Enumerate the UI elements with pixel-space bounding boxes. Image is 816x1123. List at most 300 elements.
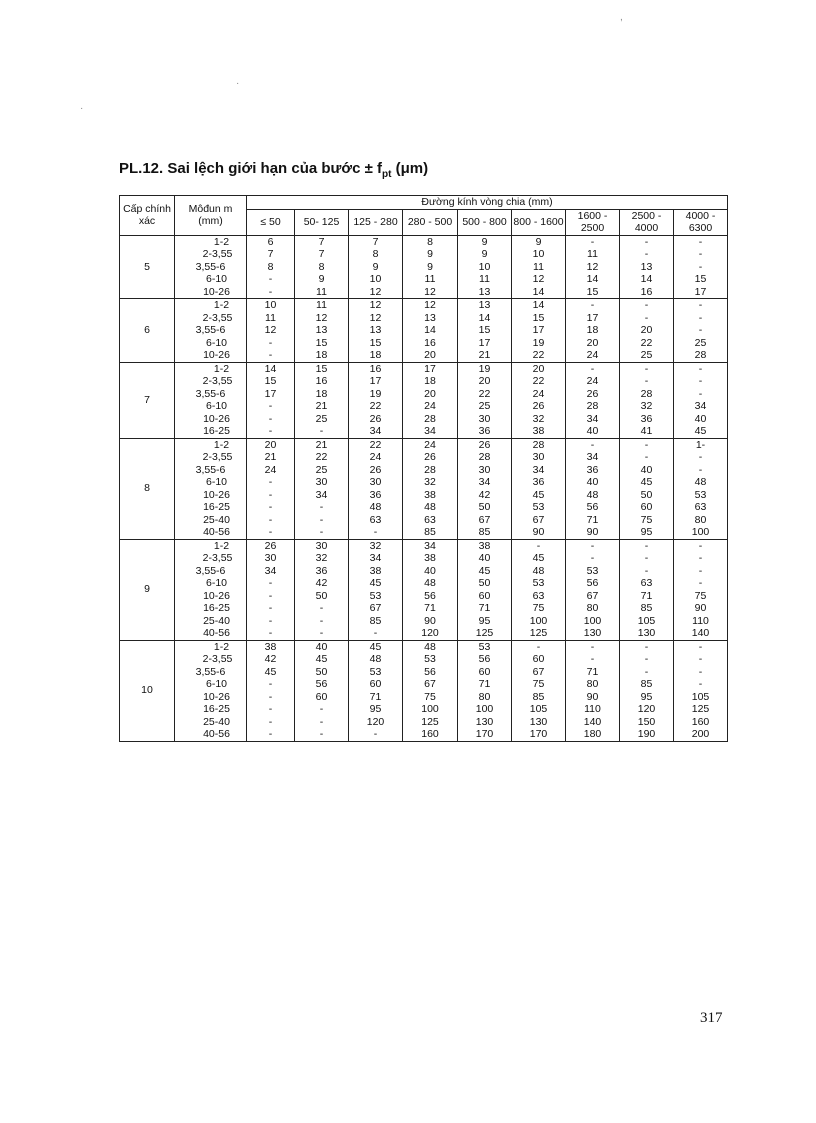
cell-value: 130	[637, 627, 656, 639]
module-value: 2-3,55	[202, 248, 233, 260]
cell-value: 53	[532, 501, 545, 513]
cell-value: -	[268, 728, 273, 740]
module-value: 25-40	[203, 715, 230, 728]
cell-value: 71	[586, 665, 599, 678]
cell-value: 42	[478, 488, 491, 501]
grade-cell: 5	[120, 235, 175, 299]
cell-value: -	[268, 285, 273, 298]
cell-value: 18	[424, 375, 436, 387]
value-cell	[349, 438, 403, 539]
cell-value: 28	[532, 438, 545, 451]
cell-value: 24	[586, 349, 599, 361]
cell-value: 40	[478, 552, 491, 564]
module-value: 10-26	[203, 589, 230, 602]
cell-value: -	[644, 564, 649, 577]
cell-value: 9	[481, 235, 488, 248]
cell-value: -	[698, 463, 703, 476]
cell-value: 13	[315, 324, 328, 336]
cell-value: 100	[421, 703, 439, 715]
table-row	[120, 539, 728, 640]
module-value: 16-25	[203, 425, 230, 437]
cell-value: 75	[640, 513, 653, 526]
cell-value: 12	[369, 311, 382, 324]
cell-value: 130	[475, 715, 494, 728]
value-cell	[458, 539, 512, 640]
cell-value: 42	[264, 653, 277, 665]
cell-value: -	[319, 602, 324, 614]
value-cell	[566, 235, 620, 299]
cell-value: 19	[532, 336, 545, 349]
cell-value: 38	[532, 425, 545, 437]
cell-value: 12	[369, 299, 382, 311]
cell-value: 71	[640, 589, 653, 602]
cell-value: 26	[369, 412, 382, 425]
cell-value: 22	[532, 375, 545, 387]
cell-value: 20	[586, 336, 599, 349]
cell-value: 110	[692, 614, 709, 627]
cell-value: 12	[532, 273, 545, 285]
cell-value: 45	[369, 577, 382, 589]
cell-value: 9	[481, 248, 488, 260]
cell-value: 14	[264, 362, 277, 375]
cell-value: 190	[637, 728, 656, 740]
cell-value: 71	[369, 690, 382, 703]
value-cell	[620, 362, 674, 438]
cell-value: 34	[369, 425, 382, 437]
cell-value: -	[590, 362, 595, 375]
value-cell	[295, 235, 349, 299]
cell-value: 10	[369, 273, 382, 285]
cell-value: -	[698, 577, 703, 589]
cell-value: -	[268, 627, 273, 639]
cell-value: -	[373, 526, 378, 538]
table-row	[120, 640, 728, 741]
cell-value: 90	[586, 526, 599, 538]
module-value: 10-26	[203, 285, 230, 298]
cell-value: 160	[691, 715, 710, 728]
cell-value: 48	[424, 577, 436, 589]
module-value: 25-40	[203, 614, 230, 627]
cell-value: 25	[640, 349, 653, 361]
cell-value: 17	[694, 285, 707, 298]
value-cell	[566, 438, 620, 539]
cell-value: 80	[586, 678, 599, 690]
module-cell	[175, 640, 247, 741]
cell-value: 90	[532, 526, 545, 538]
cell-value: 7	[267, 248, 274, 260]
cell-value: -	[268, 488, 273, 501]
cell-value: 17	[586, 311, 599, 324]
cell-value: 15	[532, 311, 545, 324]
grade-cell: 7	[120, 362, 175, 438]
value-cell	[458, 362, 512, 438]
cell-value: 26	[424, 451, 436, 463]
value-cell	[458, 640, 512, 741]
cell-value: 63	[532, 589, 545, 602]
cell-value: 12	[315, 311, 328, 324]
cell-value: -	[698, 564, 703, 577]
page-number: 317	[700, 1010, 723, 1026]
cell-value: 10	[264, 299, 277, 311]
cell-value: 36	[640, 412, 653, 425]
grade-cell: 6	[120, 299, 175, 363]
scan-mark: ,	[620, 12, 623, 23]
cell-value: 15	[586, 285, 599, 298]
cell-value: -	[268, 678, 273, 690]
cell-value: 38	[424, 552, 436, 564]
cell-value: 25	[694, 336, 707, 349]
cell-value: 95	[640, 526, 653, 538]
cell-value: 32	[369, 539, 382, 552]
cell-value: 105	[529, 703, 548, 715]
cell-value: -	[644, 451, 649, 463]
cell-value: 17	[532, 324, 545, 336]
header-range: 2500 - 4000	[620, 209, 674, 235]
grade-cell: 8	[120, 438, 175, 539]
header-range: ≤ 50	[247, 209, 295, 235]
cell-value: 11	[424, 273, 436, 285]
cell-value: 30	[478, 463, 491, 476]
module-value: 6-10	[205, 273, 227, 285]
module-value: 6-10	[205, 577, 227, 589]
value-cell	[566, 640, 620, 741]
cell-value: -	[644, 311, 649, 324]
cell-value: 12	[264, 324, 277, 336]
cell-value: 13	[369, 324, 382, 336]
cell-value: 48	[694, 476, 707, 488]
table-row	[120, 235, 728, 299]
value-cell	[403, 235, 458, 299]
cell-value: 71	[424, 602, 436, 614]
cell-value: 26	[532, 400, 545, 412]
value-cell	[620, 235, 674, 299]
cell-value: 53	[424, 653, 436, 665]
module-value: 3,55-6	[195, 260, 226, 273]
cell-value: 40	[640, 463, 653, 476]
cell-value: 75	[532, 678, 545, 690]
cell-value: 80	[586, 602, 599, 614]
cell-value: 80	[478, 690, 491, 703]
cell-value: 90	[424, 614, 436, 627]
value-cell	[674, 299, 728, 363]
cell-value: 45	[369, 640, 382, 653]
cell-value: 56	[315, 678, 328, 690]
cell-value: -	[590, 438, 595, 451]
cell-value: 45	[264, 665, 277, 678]
cell-value: 53	[369, 589, 382, 602]
cell-value: -	[698, 311, 703, 324]
module-value: 2-3,55	[202, 375, 233, 387]
module-value: 6-10	[205, 336, 227, 349]
cell-value: 170	[529, 728, 548, 740]
cell-value: -	[319, 425, 324, 437]
cell-value: 85	[640, 678, 653, 690]
cell-value: 28	[424, 463, 436, 476]
module-cell	[175, 299, 247, 363]
value-cell	[512, 299, 566, 363]
cell-value: -	[698, 375, 703, 387]
value-cell	[674, 235, 728, 299]
cell-value: 32	[424, 476, 436, 488]
value-cell	[512, 438, 566, 539]
cell-value: 14	[424, 324, 436, 336]
cell-value: 130	[583, 627, 602, 639]
cell-value: 11	[265, 311, 276, 324]
value-cell	[247, 438, 295, 539]
cell-value: 45	[532, 488, 545, 501]
cell-value: 75	[694, 589, 707, 602]
cell-value: -	[268, 476, 273, 488]
cell-value: 85	[369, 614, 382, 627]
cell-value: -	[590, 653, 595, 665]
module-value: 2-3,55	[202, 653, 233, 665]
value-cell	[620, 299, 674, 363]
cell-value: 18	[586, 324, 599, 336]
cell-value: -	[698, 324, 703, 336]
cell-value: 19	[478, 362, 491, 375]
module-value: 25-40	[203, 513, 230, 526]
module-value: 16-25	[203, 501, 230, 513]
cell-value: -	[644, 375, 649, 387]
cell-value: 30	[264, 552, 277, 564]
cell-value: 8	[372, 248, 379, 260]
cell-value: 26	[586, 387, 599, 400]
value-cell	[403, 640, 458, 741]
cell-value: 34	[264, 564, 277, 577]
module-value: 16-25	[203, 602, 230, 614]
cell-value: 7	[372, 235, 379, 248]
value-cell	[295, 438, 349, 539]
cell-value: 34	[315, 488, 328, 501]
cell-value: 56	[424, 589, 436, 602]
cell-value: -	[698, 451, 703, 463]
cell-value: 34	[586, 412, 599, 425]
value-cell	[620, 438, 674, 539]
cell-value: 60	[640, 501, 653, 513]
cell-value: 36	[315, 564, 328, 577]
cell-value: 20	[532, 362, 545, 375]
module-value: 40-56	[203, 728, 230, 740]
cell-value: 40	[586, 425, 599, 437]
cell-value: -	[590, 235, 595, 248]
cell-value: 53	[586, 564, 599, 577]
cell-value: 67	[369, 602, 382, 614]
cell-value: -	[268, 425, 273, 437]
cell-value: 11	[316, 285, 327, 298]
cell-value: 24	[424, 438, 436, 451]
value-cell	[295, 299, 349, 363]
cell-value: 22	[532, 349, 545, 361]
cell-value: 9	[318, 273, 325, 285]
cell-value: 9	[427, 260, 433, 273]
value-cell	[295, 362, 349, 438]
cell-value: 95	[369, 703, 382, 715]
cell-value: -	[698, 387, 703, 400]
value-cell	[295, 539, 349, 640]
module-value: 1-2	[213, 640, 230, 653]
cell-value: 18	[315, 387, 328, 400]
cell-value: 160	[421, 728, 439, 740]
cell-value: 60	[315, 690, 328, 703]
cell-value: 50	[640, 488, 653, 501]
cell-value: 56	[586, 501, 599, 513]
value-cell	[247, 362, 295, 438]
cell-value: 200	[691, 728, 710, 740]
tolerance-table	[119, 195, 728, 742]
cell-value: 30	[369, 476, 382, 488]
cell-value: 36	[369, 488, 382, 501]
cell-value: 20	[264, 438, 277, 451]
table-row	[120, 299, 728, 363]
cell-value: 14	[532, 285, 545, 298]
module-cell	[175, 362, 247, 438]
cell-value: 17	[478, 336, 491, 349]
cell-value: -	[698, 552, 703, 564]
cell-value: 25	[315, 463, 328, 476]
cell-value: -	[644, 438, 649, 451]
module-value: 3,55-6	[195, 324, 226, 336]
cell-value: -	[268, 412, 273, 425]
table-row	[120, 438, 728, 539]
value-cell	[403, 539, 458, 640]
cell-value: 56	[424, 665, 436, 678]
cell-value: -	[698, 260, 703, 273]
cell-value: 24	[369, 451, 382, 463]
cell-value: 8	[267, 260, 274, 273]
cell-value: 50	[315, 589, 328, 602]
cell-value: -	[319, 513, 324, 526]
cell-value: 45	[640, 476, 653, 488]
cell-value: 38	[478, 539, 491, 552]
cell-value: 90	[694, 602, 707, 614]
value-cell	[566, 362, 620, 438]
cell-value: 18	[369, 349, 382, 361]
value-cell	[247, 235, 295, 299]
cell-value: 17	[369, 375, 382, 387]
grade-cell: 9	[120, 539, 175, 640]
cell-value: 125	[475, 627, 494, 639]
cell-value: 11	[479, 273, 490, 285]
header-range: 125 - 280	[349, 209, 403, 235]
cell-value: -	[319, 501, 324, 513]
cell-value: -	[644, 665, 649, 678]
cell-value: 50	[478, 577, 491, 589]
cell-value: 22	[369, 400, 382, 412]
cell-value: 10	[532, 248, 545, 260]
cell-value: -	[644, 640, 649, 653]
header-range: 50- 125	[295, 209, 349, 235]
module-value: 6-10	[205, 476, 227, 488]
cell-value: -	[590, 552, 595, 564]
cell-value: -	[644, 235, 649, 248]
value-cell	[620, 539, 674, 640]
cell-value: 90	[586, 690, 599, 703]
cell-value: 15	[369, 336, 382, 349]
cell-value: -	[373, 728, 378, 740]
cell-value: 45	[315, 653, 328, 665]
cell-value: -	[698, 539, 703, 552]
header-module: Môđun m (mm)	[175, 196, 247, 236]
cell-value: 17	[264, 387, 277, 400]
cell-value: 11	[533, 260, 544, 273]
cell-value: -	[644, 653, 649, 665]
cell-value: 42	[315, 577, 328, 589]
module-cell	[175, 235, 247, 299]
cell-value: 16	[315, 375, 328, 387]
cell-value: -	[268, 614, 273, 627]
module-value: 16-25	[203, 703, 230, 715]
cell-value: 7	[318, 235, 325, 248]
cell-value: -	[536, 640, 541, 653]
cell-value: 28	[586, 400, 599, 412]
cell-value: 14	[586, 273, 599, 285]
cell-value: 38	[369, 564, 382, 577]
module-cell	[175, 539, 247, 640]
cell-value: 6	[267, 235, 274, 248]
cell-value: -	[698, 235, 703, 248]
cell-value: 21	[478, 349, 491, 361]
cell-value: 67	[532, 665, 545, 678]
cell-value: 14	[478, 311, 491, 324]
cell-value: 40	[424, 564, 436, 577]
cell-value: 60	[369, 678, 382, 690]
cell-value: 50	[315, 665, 328, 678]
cell-value: 85	[478, 526, 491, 538]
cell-value: 45	[478, 564, 491, 577]
cell-value: 20	[424, 387, 436, 400]
cell-value: 53	[478, 640, 491, 653]
cell-value: 22	[640, 336, 653, 349]
cell-value: 22	[315, 451, 328, 463]
cell-value: 40	[315, 640, 328, 653]
cell-value: -	[268, 602, 273, 614]
cell-value: -	[644, 552, 649, 564]
cell-value: 50	[478, 501, 491, 513]
cell-value: 34	[478, 476, 491, 488]
cell-value: 100	[529, 614, 548, 627]
cell-value: -	[268, 513, 273, 526]
cell-value: 18	[315, 349, 328, 361]
value-cell	[349, 362, 403, 438]
cell-value: 71	[478, 678, 491, 690]
header-grade: Cấp chính xác	[120, 196, 175, 236]
cell-value: 26	[369, 463, 382, 476]
cell-value: 13	[478, 299, 491, 311]
cell-value: 95	[478, 614, 491, 627]
cell-value: 12	[586, 260, 599, 273]
cell-value: 24	[532, 387, 545, 400]
cell-value: 38	[264, 640, 277, 653]
cell-value: 20	[640, 324, 653, 336]
cell-value: 67	[532, 513, 545, 526]
cell-value: 12	[424, 285, 436, 298]
cell-value: 30	[315, 476, 328, 488]
scan-mark: ·	[80, 103, 84, 114]
cell-value: 25	[315, 412, 328, 425]
cell-value: -	[268, 349, 273, 361]
cell-value: 125	[421, 715, 439, 728]
module-value: 2-3,55	[202, 552, 233, 564]
cell-value: 15	[315, 362, 328, 375]
cell-value: 105	[691, 690, 710, 703]
cell-value: 12	[369, 285, 382, 298]
cell-value: -	[698, 362, 703, 375]
cell-value: 30	[315, 539, 328, 552]
module-value: 40-56	[203, 627, 230, 639]
header-range: 500 - 800	[458, 209, 512, 235]
cell-value: 21	[264, 451, 277, 463]
value-cell	[349, 235, 403, 299]
